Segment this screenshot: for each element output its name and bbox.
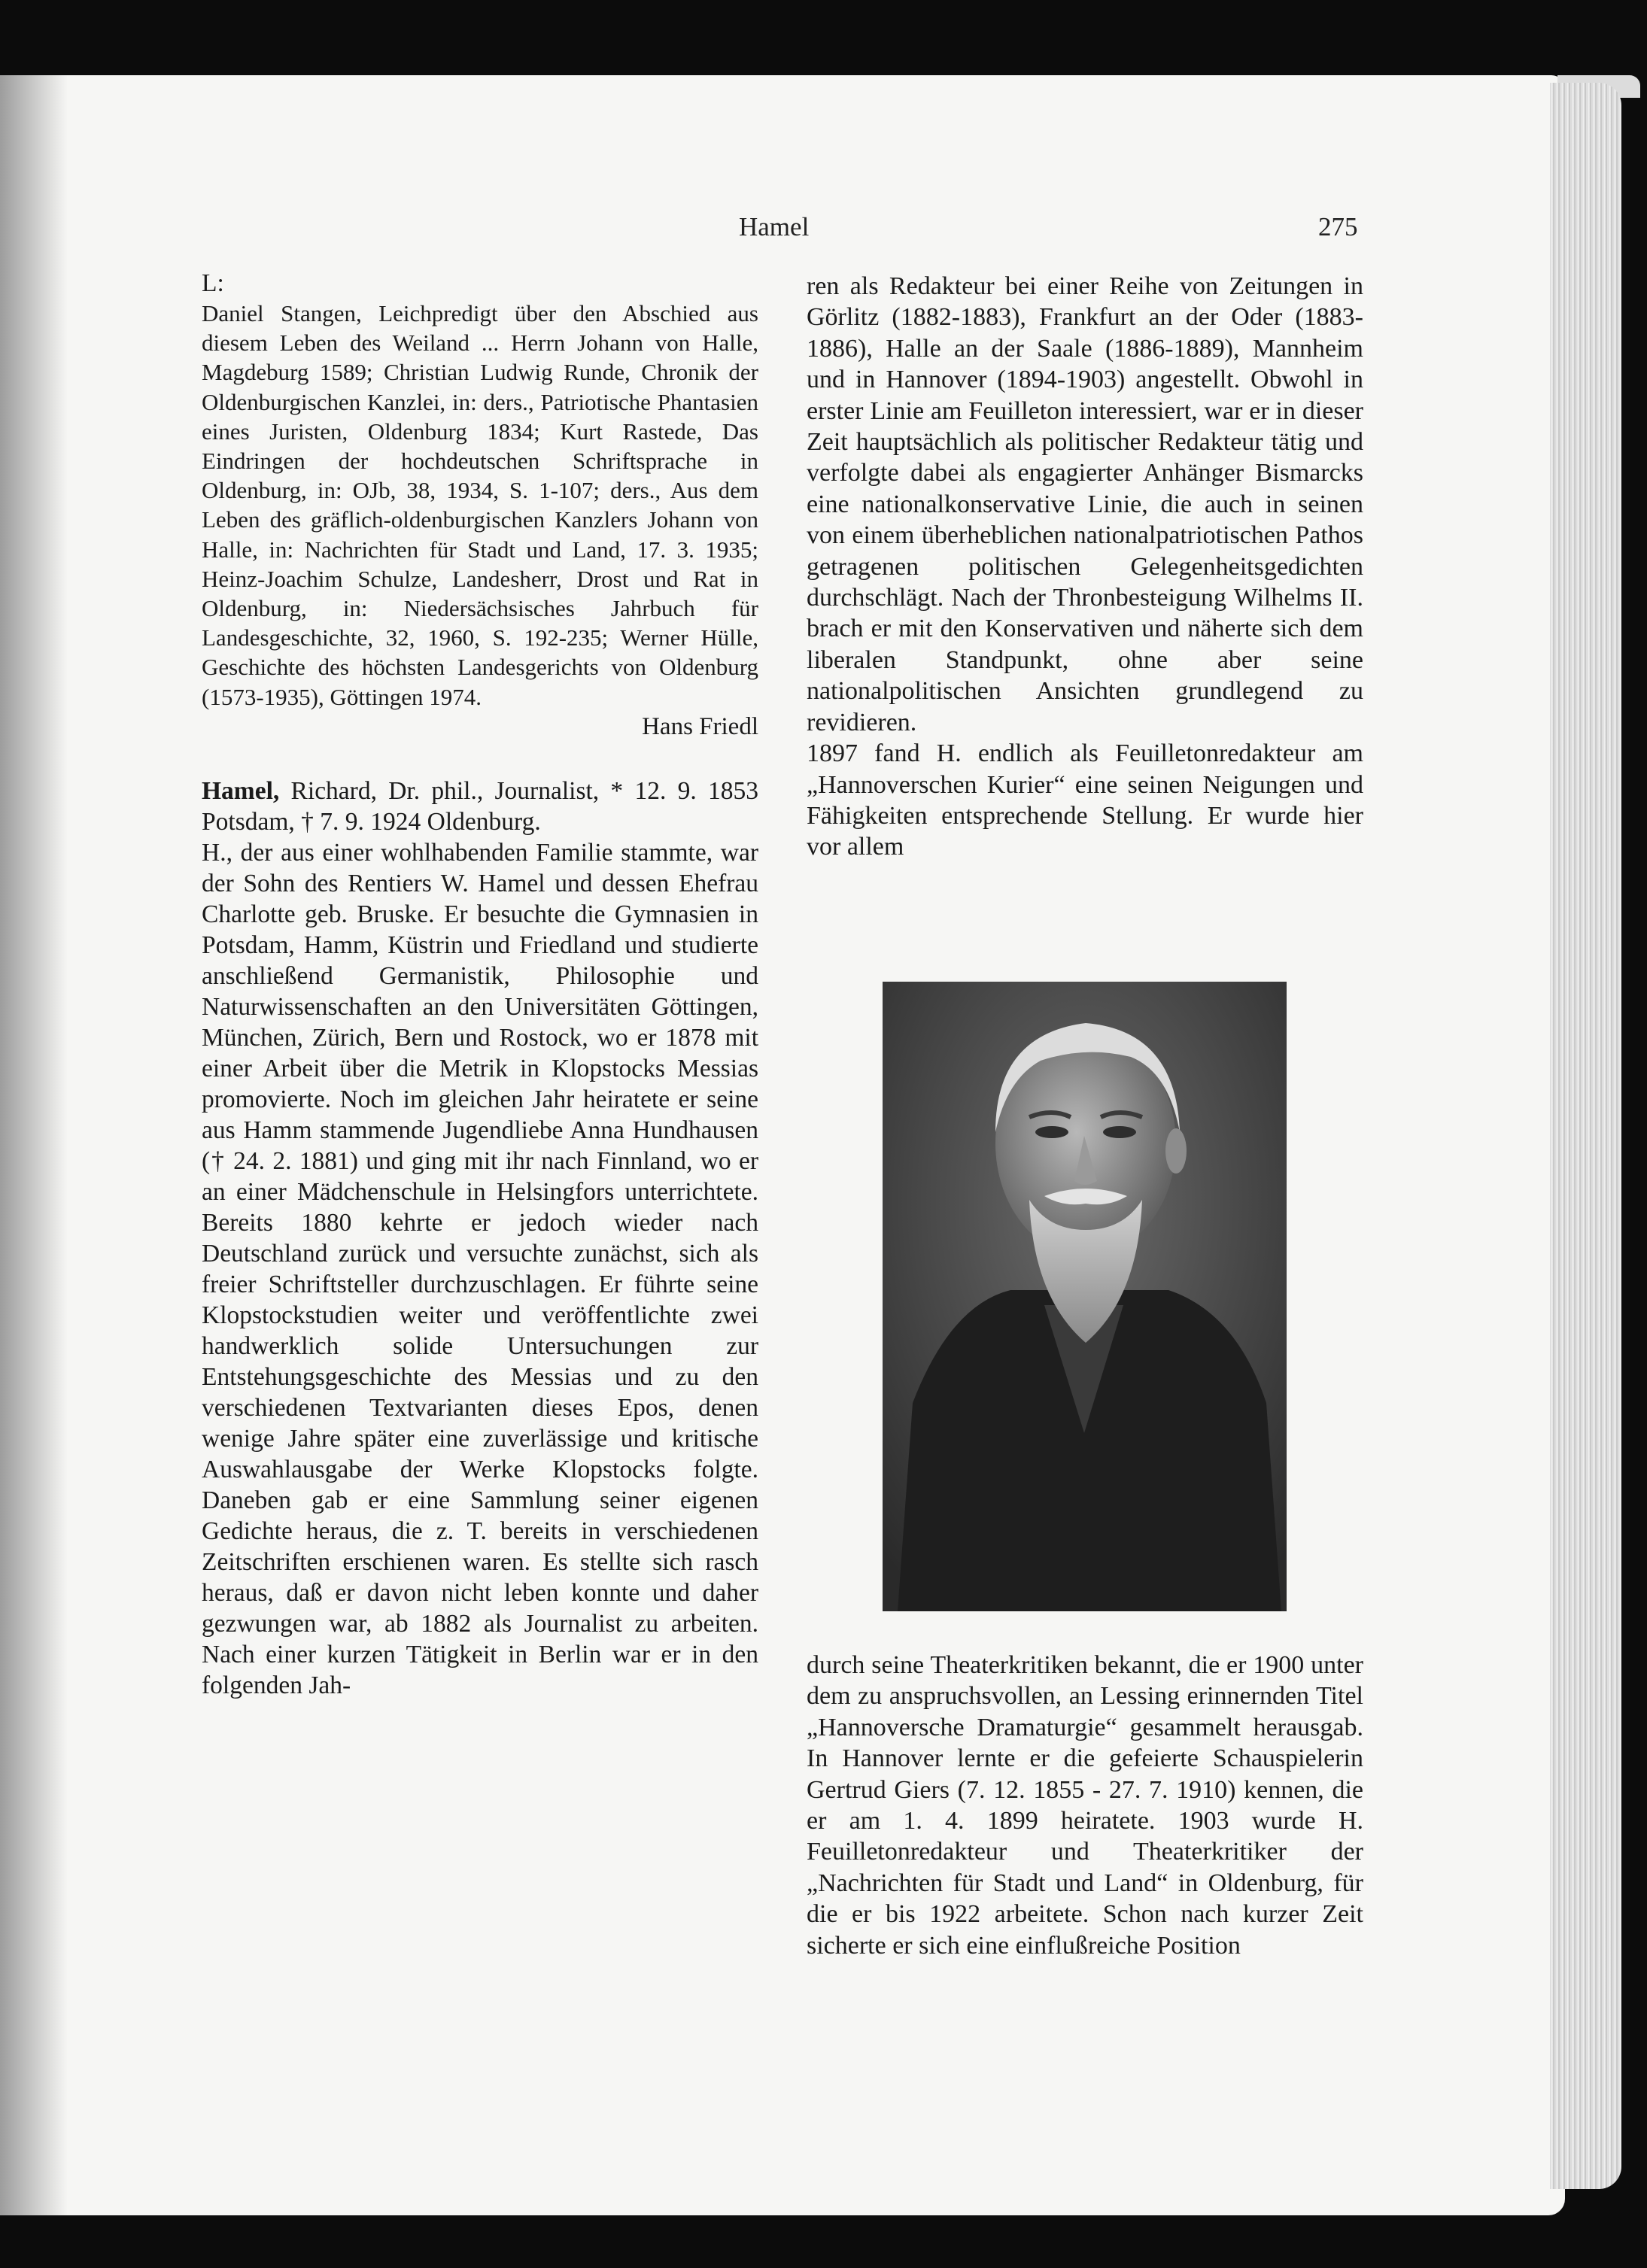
- portrait-image: [883, 982, 1287, 1611]
- literature-list: Daniel Stangen, Leichpredigt über den Abschied aus diesem Leben des Weiland ... Herrn Johann von Halle, Magdeburg 1589; Christian Ludwig Runde, Chronik der Oldenburgischen Kanzlei, in: ders., Patriotische Phantasien eines Juristen, Oldenburg 1834; Kurt Rastede, Das Eindringen der hochdeutschen Schriftsprache in Oldenburg, in: OJb, 38, 1934, S. 1-107; ders., Aus dem Leben des gräflich-oldenburgischen Kanzlers Johann von Halle, in: Nachrichten für Stadt und Land, 17. 3. 1935; Heinz-Joachim Schulze, Landesherr, Drost und Rat in Oldenburg, in: Niedersächsisches Jahrbuch für Landesgeschichte, 32, 1960, S. 192-235; Werner Hülle, Geschichte des höchsten Landesgerichts von Oldenburg (1573-1935), Göttingen 1974.: [202, 300, 758, 710]
- portrait-photo: [883, 982, 1287, 1611]
- page-stack-edge: [1550, 83, 1621, 2189]
- right-column-bottom: [807, 1650, 1363, 1961]
- literature-heading: L:: [202, 269, 224, 297]
- running-title: Hamel: [739, 212, 810, 241]
- biography-paragraph-4: durch seine Theaterkritiken bekannt, die er 1900 unter dem zu anspruchsvollen, an Lessing erinnernden Titel „Hannoversche Dramaturgie“ gesammelt herausgab. In Hannover lernte er die gefeierte Schauspielerin Gertrud Giers (7. 12. 1855 - 27. 7. 1910) kennen, die er am 1. 4. 1899 heiratete. 1903 wurde H. Feuilletonredakteur und Theaterkritiker der „Nachrichten für Stadt und Land“ in Oldenburg, für die er bis 1922 arbeitete. Schon nach kurzer Zeit sicherte er sich eine einflußreiche Position: [807, 1651, 1363, 1960]
- biography-paragraph-3: 1897 fand H. endlich als Feuilletonredakteur am „Hannoverschen Kurier“ eine seinen Neigungen und Fähigkeiten entsprechende Stellung. Er wurde hier vor allem: [807, 739, 1363, 861]
- running-head: [0, 209, 1565, 254]
- biography-paragraph-2: ren als Redakteur bei einer Reihe von Zeitungen in Görlitz (1882-1883), Frankfurt an der Oder (1883-1886), Halle an der Saale (1886-1889), Mannheim und in Hannover (1894-1903) angestellt. Obwohl in erster Linie am Feuilleton interessiert, war er in dieser Zeit hauptsächlich als politischer Redakteur tätig und verfolgte dabei als engagierter Anhänger Bismarcks eine nationalkonservative Linie, die auch in seinen von einem überheblichen nationalpatriotischen Pathos getragenen politischen Gelegenheitsgedichten durchschlägt. Nach der Thronbesteigung Wilhelms II. brach er mit den Konservativen und näherte sich dem liberalen Standpunkt, ohne aber seine nationalpolitischen Ansichten grundlegend zu revidieren.: [807, 272, 1363, 736]
- page-number: 275: [1318, 212, 1358, 241]
- right-column-top: [807, 271, 1363, 863]
- entry-name: Hamel,: [202, 776, 280, 805]
- entry-header: [202, 776, 758, 837]
- author-signature: Hans Friedl: [642, 712, 758, 740]
- left-column: [202, 268, 758, 1701]
- entry-header-details: Richard, Dr. phil., Journalist, * 12. 9. 1853 Potsdam, † 7. 9. 1924 Oldenburg.: [202, 776, 758, 836]
- biography-paragraph-1: H., der aus einer wohlhabenden Familie stammte, war der Sohn des Rentiers W. Hamel und dessen Ehefrau Charlotte geb. Bruske. Er besuchte die Gymnasien in Potsdam, Hamm, Küstrin und Friedland und studierte anschließend Germanistik, Philosophie und Naturwissenschaften an den Universitäten Göttingen, München, Zürich, Bern und Rostock, wo er 1878 mit einer Arbeit über die Metrik in Klopstocks Messias promovierte. Noch im gleichen Jahr heiratete er seine aus Hamm stammende Jugendliebe Anna Hundhausen († 24. 2. 1881) und ging mit ihr nach Finnland, wo er an einer Mädchenschule in Helsingfors unterrichtete. Bereits 1880 kehrte er jedoch wieder nach Deutschland zurück und versuchte zunächst, sich als freier Schriftsteller durchzuschlagen. Er führte seine Klopstockstudien weiter und veröffentlichte zwei handwerklich solide Untersuchungen zur Entstehungsgeschichte des Messias und zu den verschiedenen Textvarianten dieses Epos, denen wenige Jahre später eine zuverlässige und kritische Auswahlausgabe der Werke Klopstocks folgte. Daneben gab er eine Sammlung seiner eigenen Gedichte heraus, die z. T. bereits in verschiedenen Zeitschriften erschienen waren. Es stellte sich rasch heraus, daß er davon nicht leben konnte und daher gezwungen war, ab 1882 als Journalist zu arbeiten. Nach einer kurzen Tätigkeit in Berlin war er in den folgenden Jah-: [202, 838, 758, 1699]
- gutter-shadow: [0, 75, 68, 2215]
